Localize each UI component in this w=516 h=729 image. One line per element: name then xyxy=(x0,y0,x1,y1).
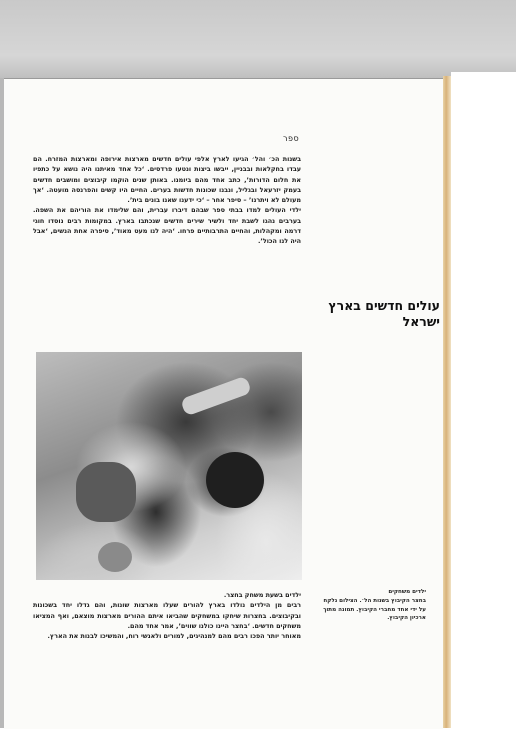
photo-child-head xyxy=(206,452,264,508)
bottom-text-block xyxy=(33,590,301,641)
photo-arm-highlight xyxy=(180,376,252,417)
scanner-bed-right xyxy=(451,72,516,728)
top-text-block xyxy=(33,154,301,247)
photo-figure-shadow xyxy=(76,462,136,522)
caption-line-2: בחצר הקיבוץ בשנות הל׳. הצילום נלקח על ידי אחד מחברי הקיבוץ. תמונה מתוך ארכיון הקיבוץ. xyxy=(323,597,426,622)
bottom-paragraph-1: ילדים בשעת משחק בחצר. xyxy=(223,591,301,599)
side-heading: עולים חדשים בארץ ישראל xyxy=(328,298,440,329)
page-number: ספר xyxy=(283,134,300,143)
book-page-edge xyxy=(443,76,451,728)
bottom-paragraph-3: מאוחר יותר הפכו רבים מהם למנהיגים, למורים ולאנשי רוח, והמשיכו לבנות את הארץ. xyxy=(47,632,301,641)
bottom-paragraph-2: רבים מן הילדים נולדו בארץ להורים שעלו מארצות שונות, והם גדלו יחד בשכונות ובקיבוצים. בחצרות שיחקו במשחקים שהביאו איתם ההורים מארצות מוצאם, ואף המציאו משחקים חדשים. ‘בחצר היינו כולנו שווים’, אמר אחד מהם. xyxy=(33,601,301,630)
top-paragraph-1: בשנות הכ׳ והל׳ הגיעו לארץ אלפי עולים חדשים מארצות אירופה ומארצות המזרח. הם עבדו בחקלאות ובבניין, ייבשו ביצות ונטעו פרדסים. ‘כל אחד מאיתנו היה נושא על כתפיו את חלום הדורות’, כתב אחד מהם ביומנו. באותן שנים הוקמו קיבוצים ומושבים חדשים בעמק יזרעאל ובגליל, ונבנו שכונות חדשות בערים. החיים היו קשים והפרנסה מועטה. ‘אך מעולם לא ויתרנו’ – סיפר אחר – ‘כי ידענו שאנו בונים בית’. xyxy=(33,155,301,205)
caption-line-1: ילדים משחקים xyxy=(388,589,426,595)
photo-child-head-small xyxy=(98,542,132,572)
scanner-bed-top xyxy=(0,0,516,80)
photograph-children-playing xyxy=(36,352,302,580)
top-paragraph-2: ילדי העולים למדו בבתי ספר שבהם דיברו עברית, והם שלימדו את הוריהם את השפה. בערבים נהגו לשבת יחד ולשיר שירים חדשים שנכתבו בארץ. במקומות רבים נוסדו חוגי דרמה ומקהלות, והחיים התרבותיים פרחו. ‘היה לנו מעט מאוד’, סיפרה אחת הנשים, ‘אבל היה לנו הכול’. xyxy=(33,206,301,246)
photo-caption xyxy=(318,588,426,623)
